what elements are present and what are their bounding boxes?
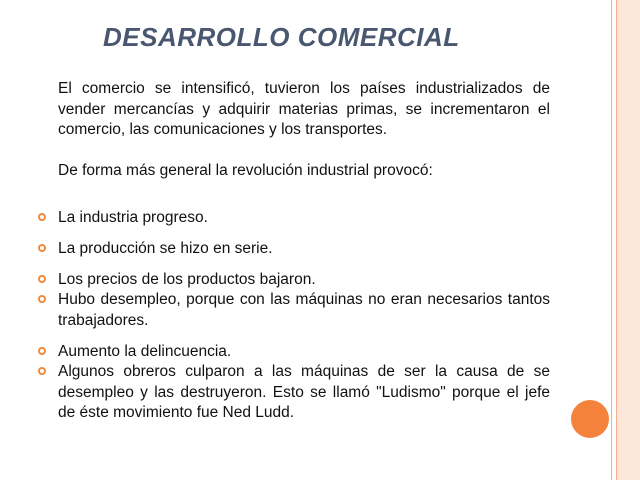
- bullet-item: Hubo desempleo, porque con las máquinas no eran necesarios tantos trabajadores.: [58, 291, 550, 329]
- bullet-item: Los precios de los productos bajaron.: [58, 271, 316, 288]
- bullet-item: La industria progreso.: [58, 209, 208, 226]
- bullet-item: Algunos obreros culparon a las máquinas de ser la causa de se desempleo y las destruyeron. Esto se llamó "Ludismo" porque el jefe de éste movimiento fue Ned Ludd.: [58, 363, 550, 421]
- bullet-circle-icon: [38, 213, 46, 221]
- bullet-circle-icon: [38, 275, 46, 283]
- bullet-circle-icon: [38, 244, 46, 252]
- lead-in-paragraph: De forma más general la revolución industrial provocó:: [58, 162, 433, 179]
- decorative-side-band: [617, 0, 640, 480]
- decorative-orange-circle: [571, 400, 609, 438]
- bullet-circle-icon: [38, 367, 46, 375]
- decorative-rule: [611, 0, 612, 480]
- bullet-item: Aumento la delincuencia.: [58, 343, 232, 360]
- bullet-item: La producción se hizo en serie.: [58, 240, 273, 257]
- bullet-circle-icon: [38, 347, 46, 355]
- intro-paragraph: El comercio se intensificó, tuvieron los países industrializados de vender mercancías y adquirir materias primas, se incrementaron el comercio, las comunicaciones y los transportes.: [58, 80, 550, 138]
- slide-title: DESARROLLO COMERCIAL: [103, 22, 460, 52]
- bullet-circle-icon: [38, 295, 46, 303]
